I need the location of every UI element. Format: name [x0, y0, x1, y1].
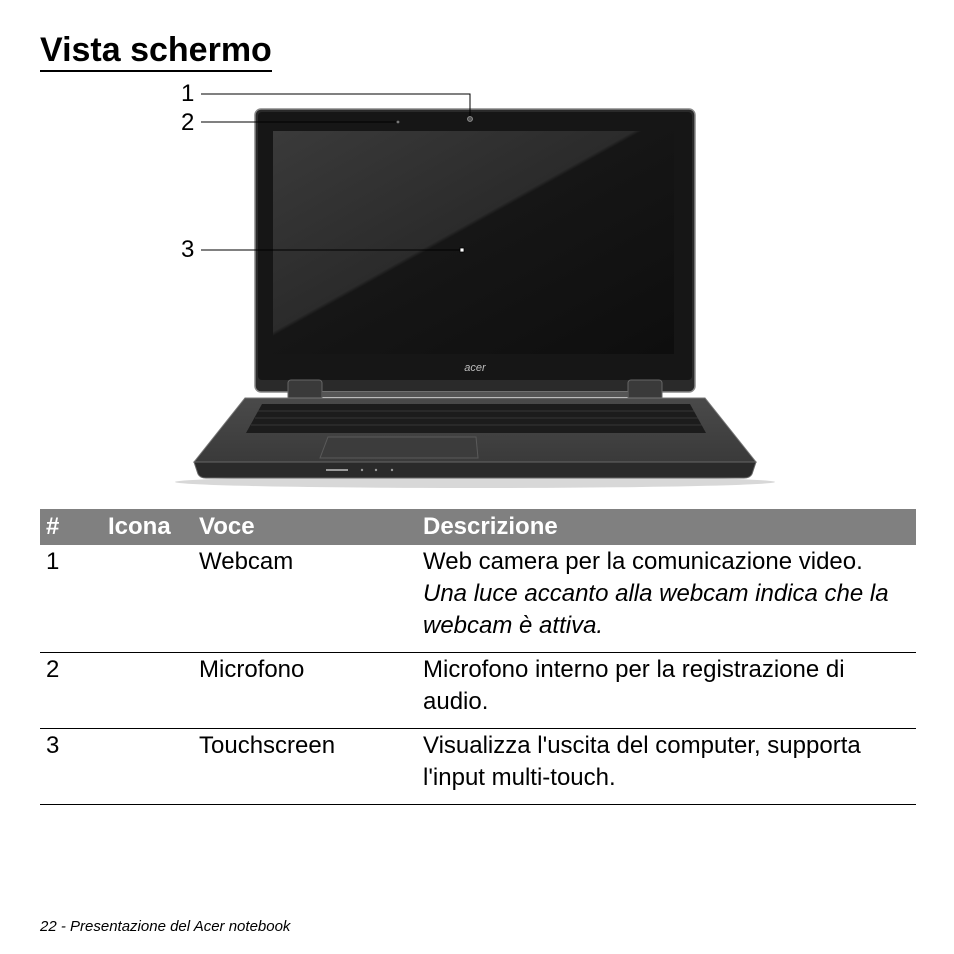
row-number: 1 — [46, 548, 60, 575]
row-description-text: Visualizza l'uscita del computer, supporta l'input multi-touch. — [423, 732, 861, 791]
callout-number-3: 3 — [181, 236, 195, 263]
callout-number-2: 2 — [181, 109, 195, 136]
row-icon — [102, 545, 193, 653]
table-row — [40, 545, 916, 653]
hinge-bar — [322, 392, 628, 397]
row-item: Microfono — [193, 653, 417, 729]
header-icon: Icona — [102, 509, 193, 545]
row-icon — [102, 653, 193, 729]
callout-marker-3 — [460, 248, 464, 252]
webcam-lens — [468, 117, 473, 122]
row-icon — [102, 729, 193, 805]
page-footer: 22 - Presentazione del Acer notebook — [40, 918, 291, 935]
indicator-light — [326, 469, 348, 471]
row-number: 2 — [40, 653, 102, 729]
keyboard — [246, 404, 706, 433]
row-description-note: Una luce accanto alla webcam indica che la webcam è attiva. — [423, 580, 889, 639]
microphone-hole — [397, 121, 400, 124]
row-item: Webcam — [199, 548, 294, 575]
row-description-text: Web camera per la comunicazione video. — [423, 548, 863, 575]
components-table — [40, 509, 916, 805]
touchpad — [320, 437, 478, 458]
table-row — [40, 729, 916, 805]
acer-logo: acer — [464, 362, 486, 374]
row-description-text: Microfono interno per la registrazione di audio. — [423, 656, 845, 715]
header-number: # — [40, 509, 102, 545]
callout-number-1: 1 — [181, 80, 195, 107]
row-number: 3 — [40, 729, 102, 805]
row-description — [417, 653, 916, 729]
row-item: Touchscreen — [193, 729, 417, 805]
header-description: Descrizione — [417, 509, 916, 545]
header-item: Voce — [193, 509, 417, 545]
laptop-base-edge — [194, 462, 756, 478]
touchscreen-display — [273, 131, 674, 354]
table-row — [40, 653, 916, 729]
row-description — [417, 729, 916, 805]
page-title: Vista schermo — [40, 30, 272, 72]
row-description — [417, 545, 916, 653]
table-header-row — [40, 509, 916, 545]
